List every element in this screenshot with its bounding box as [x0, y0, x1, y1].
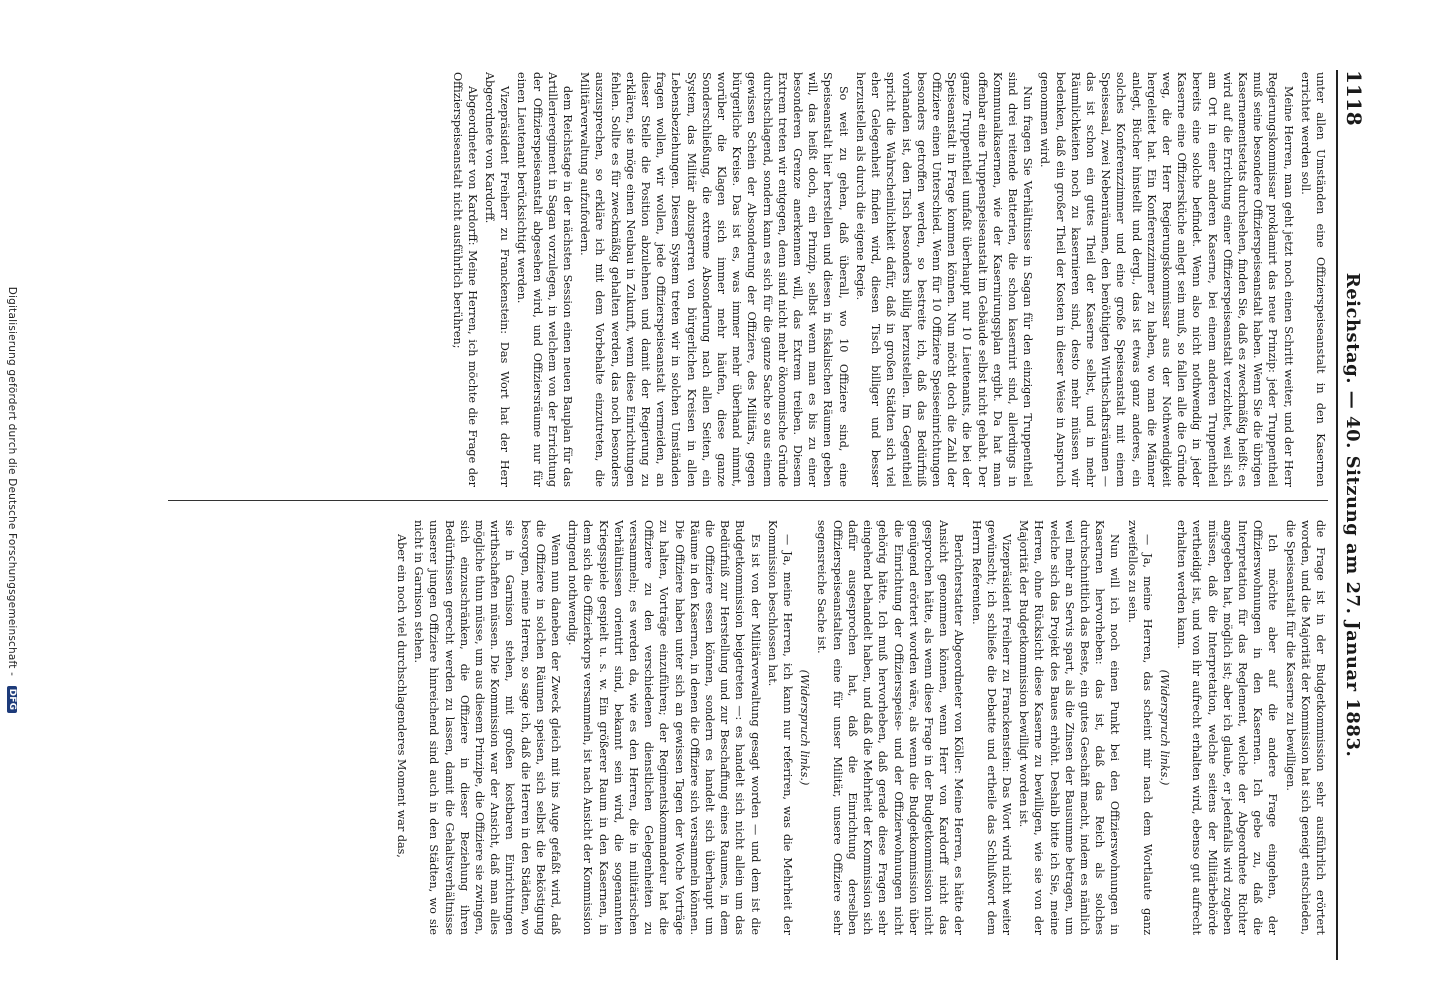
interjection: (Widerspruch links.) [798, 669, 812, 786]
interjection: (Widerspruch links.) [1157, 669, 1171, 786]
paragraph: Wenn nun daneben der Zweck gleich mit ins Auge gefaßt wird, daß die Offiziere in solchen Räumen speisen, sich selbst die Beköstigung besorgen, meine Herren, so sage ich, daß die Herren in den Städten, wo sie in Garnison stehen, mit großen kostbaren Einrichtungen wirthschaften müssen. Die Kommission war der Ansicht, daß man alles mögliche thun müsse, um aus diesem Prinzipe, die Offiziere sie zwingen, sich einzuschränken, die Offiziere in dieser Beziehung ihren Bedürfnissen gerecht werden zu lassen, damit die Gehaltsverhältnisse unserer jungen Offiziere hinreichend sind auch in den Städten, wo sie nicht in Garnison stehen. [412, 520, 563, 935]
paragraph: Berichterstatter Abgeordneter von Köller: Meine Herren, es hätte der Ansicht genommen können, wenn Herr von Kardorff nicht das gesprochen hätte, als wenn diese Frage in der Budgetkommission nicht genügend erörtert worden wäre, als wenn die Budgetkommission über die Einrichtung der Offiziersspeise- und der Offizierwohnungen nicht gehörig hätte. Ich muß hervorheben, daß gerade diese Fragen sehr eingehend behandelt haben, und daß die Mehrheit der Kommission sich dafür ausgesprochen hat, daß die Einrichtung derselben Offizierspeiseanstalten eine für unser Militär, unsere Offiziere sehr segensreiche Sache ist. [815, 520, 966, 935]
paragraph: Vizepräsident Freiherr zu Franckenstein: Das Wort wird nicht weiter gewünscht; ich schließe die Debatte und ertheile das Schlußwort dem Herrn Referenten. [969, 520, 1013, 935]
paragraph: Nun fragen Sie Verhältnisse in Sagan für den einzigen Truppentheil sind drei reitende Batterien, die schon kasernirt sind, allerdings in Kommunalkasernen, wie der Kasernirungsplan ergibt. Da hat man offenbar eine Truppenspeiseanstalt im Gebäude selbst nicht gehabt. Der ganze Truppentheil umfaßt überhaupt nur 10 Lieutenants, die bei der Speiseanstalt in Frage kommen können. Nun möcht doch die Zahl der Offiziere einen Unterschied. Wenn für 10 Offiziere Speiseeinrichtungen besonders getroffen werden, so bestreite ich, daß das Bedürfniß vorhanden ist, den Tisch besonders billig herzustellen. Im Gegentheil spricht die Wahrscheinlichkeit dafür, daß in großen Städten sich viel eher Gelegenheit finden wird, diesen Tisch billiger und besser herzustellen als durch die eigene Regie. [853, 72, 1035, 487]
paragraph: Es ist von der Militärverwaltung gesagt worden — und dem ist die Budgetkommission beigetreten —: es handelt sich nicht allein um das Bedürfniß zur Herstellung und zur Beschaffung eines Raumes, in dem die Offiziere essen können, sondern es handelt sich überhaupt um Räume in den Kasernen, in denen die Offiziere sich versammeln können. Die Offiziere haben unter sich an gewissen Tagen der Woche Vorträge zu halten, Vorträge einzuführen; der Regimentskommandeur hat die Offiziere zu den verschiedenen dienstlichen Gelegenheiten zu versammeln; es werden da, wie es den Herren, die in militärischen Verhältnissen orientirt sind, bekannt sein wird, die sogenannten Kriegsspiele gespielt u. s. w. Ein größerer Raum in den Kasernen, in dem sich die Offizierkorps versammeln, ist nach Ansicht der Kommission dringend nothwendig. [566, 520, 762, 935]
column-divider [168, 500, 1328, 501]
page-header [1336, 70, 1372, 960]
paragraph: Aber ein noch viel durchschlagenderes Moment war das, [395, 534, 409, 858]
paragraph: unter allen Umständen eine Offizierspeiseanstalt in den Kasernen errichtet werden soll. [1298, 72, 1327, 487]
digitization-credit [6, 0, 18, 1000]
paragraph: Abgeordneter von Kardorff: Meine Herren, ich möchte die Frage der Offizierspeiseanstalt nicht ausführlich berühren; [450, 72, 479, 487]
paragraph: — Ja, meine Herren, ich kann nur referiren, was die Mehrheit der Kommission beschlossen hat. [765, 520, 795, 935]
paragraph: Ich möchte aber auf die andere Frage eingehen, der Offizierswohnungen in den Kasernen. Ich gebe zu, daß die Interpretation für das Reglement, welche der Abgeordnete Richter angegeben hat, möglich ist; aber ich glaube, er jedenfalls wird zugeben müssen, daß die Interpretation, welche seitens der Militärbehörde vertheidigt ist, und von ihr aufrecht erhalten wird, ebenso gut aufrecht erhalten werden kann. [1175, 520, 1280, 935]
paragraph: Nun will ich noch einen Punkt bei den Offizierswohnungen in Kasernen hervorheben: das ist, daß das Reich als solches durchschnittlich das Beste, ein gutes Geschäft macht, indem es nämlich weil mehr an Servis spart, als die Zinsen der Bausumme betragen, um welche sich das Projekt des Baues erhöht. Deshalb bitte ich Sie, meine Herren, ohne Rücksicht diese Kaserne zu bewilligen, wie sie von der Majorität der Budgetkommission bewilligt worden ist. [1017, 520, 1122, 935]
paragraph: die Frage ist in der Budgetkommission sehr ausführlich erörtert worden, und die Majorität der Kommission hat sich geneigt entschieden, die Speiseanstalt für die Kaserne zu bewilligen. [1283, 520, 1327, 935]
paragraph: So weit zu gehen, daß überall, wo 10 Offiziere sind, eine Speiseanstalt hier herstellen und diesen in fiskalischen Räumen geben will, das heißt doch, ein Prinzip, selbst wenn man es bis zu einer besonderen Grenze anerkennen will, das Extrem treiben. Diesem Extrem treten wir entgegen, denn sind nicht mehr ökonomische Gründe durchschlagend, sondern kann es sich für die ganze Sache so aus einem gewissen Schein der Absonderung der Offiziere, des Militärs, gegen bürgerliche Kreise. Das ist es, was immer mehr überhand nimmt, worüber die Klagen sich immer mehr häufen, diese ganze Sonderschließung, die extreme Absonderung nach allen Seiten, ein System, das Militär abzusperren von bürgerlichen Kreisen in allen Lebensbeziehungen. Diesem System treten wir in solchen Umständen fragen wollen, wir wollen, jede Offizierspeiseanstalt vermeiden, an dieser Stelle die Position abzulehnen und damit der Regierung zu erklären, sie möge einen Neubau in Zukunft, wenn diese Einrichtungen fehlen. Sollte es für zweckmäßig gehalten werden, das noch besonders auszusprechen, so erkläre ich mit dem Vorbehalte einzutreten, die Militärverwaltung aufzufordern. [578, 72, 850, 487]
dfg-logo: DFG [7, 686, 17, 714]
credit-text: Digitalisierung gefördert durch die Deutsche Forschungsgemeinschaft - [6, 286, 18, 677]
left-text-column [208, 72, 1328, 487]
running-head: Reichstag. — 40. Sitzung am 27. Januar 1883. [1342, 272, 1363, 758]
paragraph: Meine Herren, man geht jetzt noch einen Schritt weiter, und der Herr Regierungskommissar proklamirt das neue Prinzip: jeder Truppentheil muß seine besondere Offizierspeiseanstalt haben. Wenn Sie die übrigen Kasernementsetats durchsehen, finden Sie, daß es zweckmäßig heißt: es wird auf die Errichtung einer Offizierspeiseanstalt verzichtet, weil sich am Ort in einer anderen Kaserne, bei einem anderen Truppentheil bereits eine solche befindet. Wenn also nicht nothwendig in jeder Kaserne eine Offiziersküche anlegt sein muß, so fallen alle die Gründe weg, die der Herr Regierungskommissar aus der Nothwendigkeit hergeleitet hat. Ein Konferenzzimmer zu haben, wo man die Männer anlegt, Bücher hinstellt und dergl., das ist etwas ganz anderes, ein solches Konferenzzimmer und eine große Speiseanstalt mit einem Speisesaal, zwei Nebenräumen, den benöthigten Wirthschaftsräumen — das ist schon ein gutes Theil der Kaserne selbst, und in mehr Räumlichkeiten noch zu kasernieren sind, desto mehr müssen wir bedenken, daß ein großer Theil der Kosten in dieser Weise in Anspruch genommen wird. [1038, 72, 1295, 487]
paragraph: — Ja, meine Herren, das scheint mir nach dem Wortlaute ganz zweifellos zu sein. [1125, 520, 1154, 935]
paragraph: Vizepräsident Freiherr zu Franckenstein: Das Wort hat der Herr Abgeordnete von Kardorff. [483, 72, 512, 487]
paragraph: dem Reichstage in der nächsten Session einen neuen Bauplan für das Artillerieregiment in Sagan vorzulegen, in welchem von der Errichtung der Offizierspeiseanstalt abgesehen wird, und Offiziersräume nur für einen Lieutenant berücksichtigt werden. [515, 72, 575, 487]
right-text-column [128, 520, 1328, 935]
page-number: 1118 [1342, 70, 1366, 126]
